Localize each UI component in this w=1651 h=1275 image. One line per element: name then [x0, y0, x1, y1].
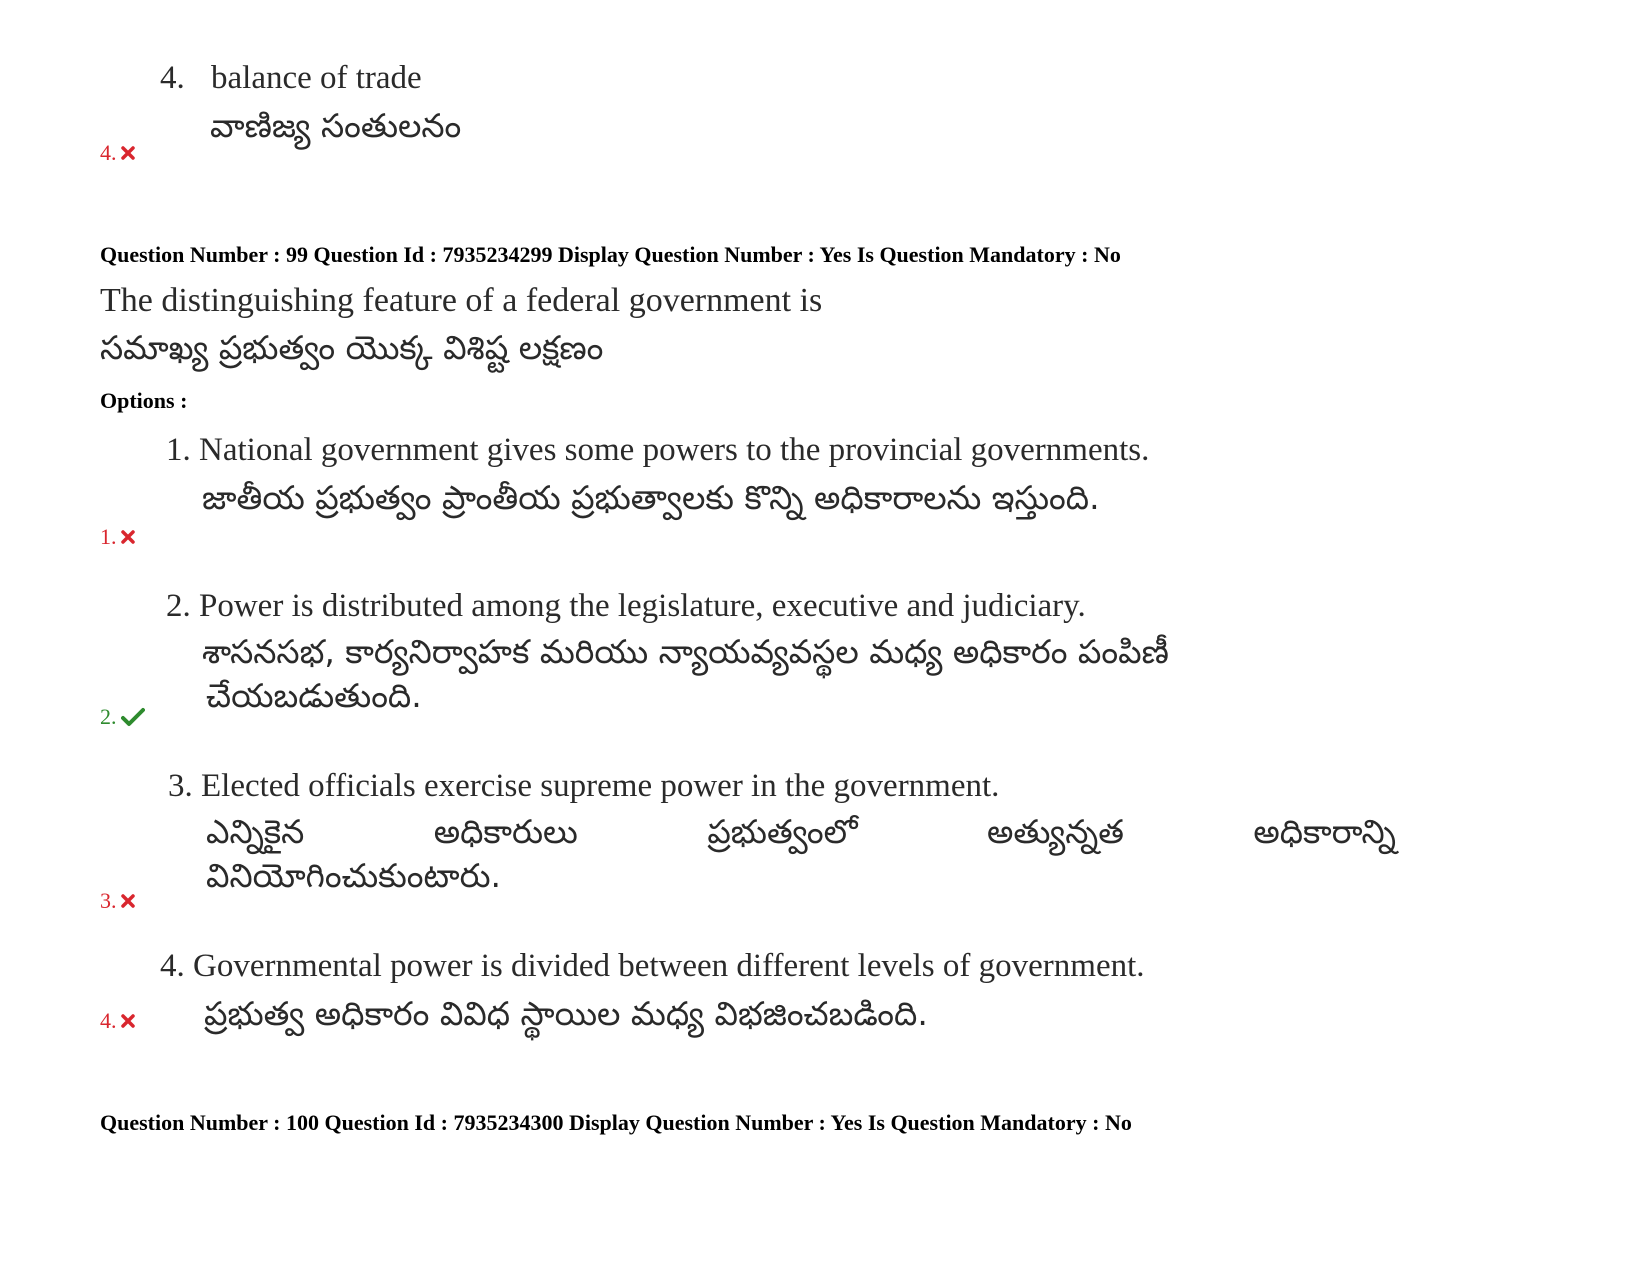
prev-option-4-telugu: వాణిజ్య సంతులనం [210, 106, 462, 145]
question-99-text-english: The distinguishing feature of a federal government is [100, 282, 823, 319]
option-3-telugu-word: ఎన్నికైన [206, 812, 305, 851]
option-3-telugu-line-2: వినియోగించుకుంటారు. [206, 856, 502, 895]
check-icon [121, 707, 145, 727]
option-3-telugu-word: ప్రభుత్వంలో [707, 812, 858, 851]
cross-icon [121, 1014, 135, 1028]
option-2-english: 2. Power is distributed among the legislature, executive and judiciary. [166, 588, 1086, 624]
option-1-english: 1. National government gives some powers to the provincial governments. [166, 432, 1150, 468]
option-3-marker [100, 888, 135, 914]
option-3-telugu-word: అధికారులు [433, 812, 578, 851]
cross-icon [121, 894, 135, 908]
option-1-marker-label: 1. [100, 524, 117, 549]
option-1-marker [100, 524, 135, 550]
question-99-text-telugu: సమాఖ్య ప్రభుత్వం యొక్క విశిష్ట లక్షణం [100, 328, 604, 367]
question-100-meta: Question Number : 100 Question Id : 7935234300 Display Question Number : Yes Is Question Mandatory : No [100, 1110, 1132, 1135]
option-1-telugu: జాతీయ ప్రభుత్వం ప్రాంతీయ ప్రభుత్వాలకు కొన్ని అధికారాలను ఇస్తుంది. [202, 478, 1100, 517]
option-3-telugu-word: అత్యున్నత [986, 812, 1124, 851]
option-4-telugu: ప్రభుత్వ అధికారం వివిధ స్థాయిల మధ్య విభజించబడింది. [204, 994, 928, 1033]
option-2-telugu-line-2: చేయబడుతుంది. [206, 676, 422, 715]
option-3-marker-label: 3. [100, 888, 117, 913]
prev-option-4-marker [100, 140, 135, 166]
question-99-meta: Question Number : 99 Question Id : 7935234299 Display Question Number : Yes Is Question Mandatory : No [100, 242, 1121, 267]
option-2-telugu-line-1: శాసనసభ, కార్యనిర్వాహక మరియు న్యాయవ్యవస్థల మధ్య అధికారం పంపిణీ [202, 632, 1169, 671]
prev-option-4 [160, 60, 422, 97]
options-label: Options : [100, 388, 188, 413]
option-2-marker [100, 704, 145, 730]
cross-icon [121, 146, 135, 160]
option-3-telugu-line-1 [206, 812, 1396, 859]
option-2-marker-label: 2. [100, 704, 117, 729]
cross-icon [121, 530, 135, 544]
prev-option-4-number: 4. [160, 60, 185, 96]
option-3-english: 3. Elected officials exercise supreme power in the government. [168, 768, 1000, 804]
prev-option-4-marker-label: 4. [100, 140, 117, 165]
option-4-marker [100, 1008, 135, 1034]
option-4-marker-label: 4. [100, 1008, 117, 1033]
option-3-telugu-word: అధికారాన్ని [1253, 812, 1396, 851]
prev-option-4-english: balance of trade [211, 60, 422, 96]
option-4-english: 4. Governmental power is divided between different levels of government. [160, 948, 1145, 984]
